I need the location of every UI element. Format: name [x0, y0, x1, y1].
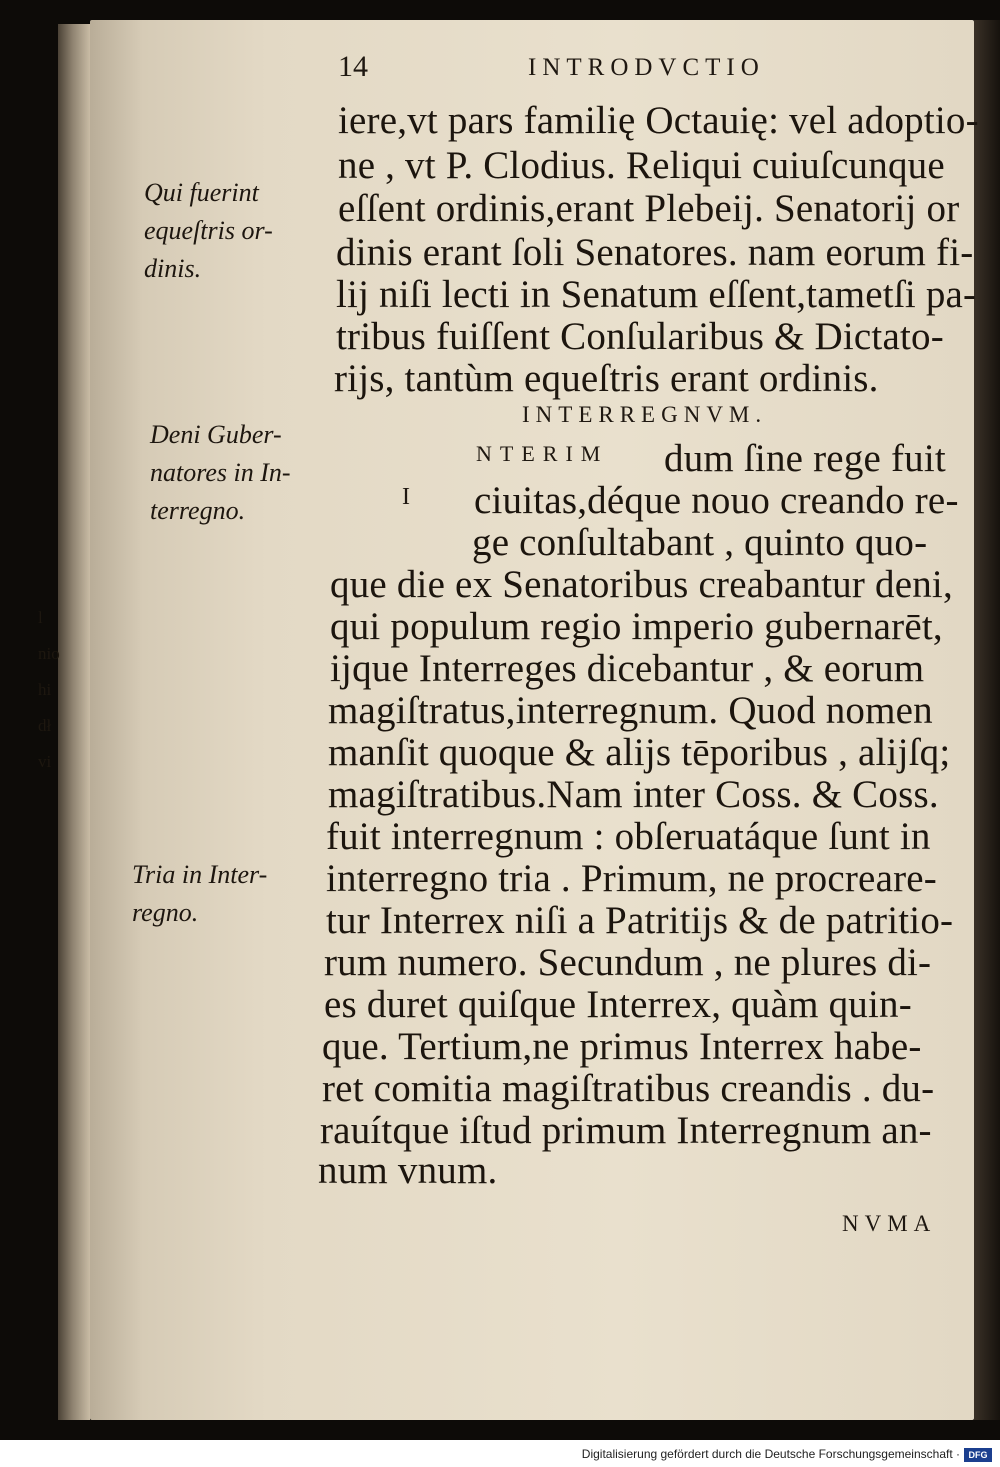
body-line: dinis erant ſoli Senatores. nam eorum fi-: [336, 231, 974, 274]
body-line: que. Tertium,ne primus Interrex habe-: [322, 1025, 922, 1068]
body-line: qui populum regio imperio gubernarēt,: [330, 605, 943, 648]
body-line: que die ex Senatoribus creabantur deni,: [330, 563, 953, 606]
body-line: magiſtratus,interregnum. Quod nomen: [328, 689, 933, 732]
margin-note-line: natores in In-: [150, 458, 291, 487]
margin-note: [132, 856, 267, 932]
bleed-through-fragments: [38, 600, 96, 1060]
margin-note-line: regno.: [132, 898, 199, 927]
body-line: ret comitia magiſtratibus creandis . du-: [322, 1067, 935, 1110]
body-line: rauítque iſtud primum Interregnum an-: [320, 1109, 932, 1152]
drop-initial: I: [402, 484, 410, 510]
margin-note-line: dinis.: [144, 254, 202, 283]
section-heading: INTERREGNVM.: [522, 402, 768, 427]
body-line: lij niſi lecti in Senatum eſſent,tametſi pa-: [336, 273, 977, 316]
body-line: interregno tria . Primum, ne procreare-: [326, 857, 937, 900]
body-line: ijque Interreges dicebantur , & eorum: [330, 647, 925, 690]
body-line: fuit interregnum : obſeruatáque ſunt in: [326, 815, 931, 858]
dfg-logo: DFG: [964, 1448, 992, 1462]
bleed-fragment: dł: [38, 716, 52, 735]
body-line: iere,vt pars familię Octauię: vel adoptio-: [338, 99, 979, 142]
body-line: rum numero. Secundum , ne plures di-: [324, 941, 932, 984]
body-line: tribus fuiſſent Conſularibus & Dictato-: [336, 315, 944, 358]
margin-note-line: terregno.: [150, 496, 246, 525]
body-line: num vnum.: [318, 1149, 498, 1192]
margin-note: [144, 174, 273, 288]
bleed-fragment: hi: [38, 680, 52, 699]
margin-note-line: equeſtris or-: [144, 216, 273, 245]
page-number: 14: [338, 50, 368, 83]
body-line: tur Interrex niſi a Patritijs & de patritio-: [326, 899, 954, 942]
caps-lead: NTERIM: [476, 441, 609, 466]
bleed-fragment: l: [38, 608, 43, 627]
body-line: magiſtratibus.Nam inter Coss. & Coss.: [328, 773, 939, 816]
body-line: manſit quoque & alijs tēporibus , alijſq;: [328, 731, 951, 774]
catchword: NVMA: [842, 1211, 937, 1236]
margin-note-line: Qui fuerint: [144, 178, 259, 207]
funding-credit: Digitalisierung gefördert durch die Deutsche Forschungsgemeinschaft ·: [581, 1447, 960, 1461]
bleed-fragment: vi: [38, 752, 52, 771]
bleed-fragment: nio: [38, 644, 60, 663]
body-line: ge conſultabant , quinto quo-: [472, 521, 928, 564]
footer-credit-bar: [0, 1444, 1000, 1467]
body-line: ciuitas,déque nouo creando re-: [474, 479, 959, 522]
body-line: ne , vt P. Clodius. Reliqui cuiuſcunque: [338, 144, 945, 187]
margin-note-line: Tria in Inter-: [132, 860, 268, 889]
body-line: rijs, tantùm equeſtris erant ordinis.: [334, 357, 879, 400]
body-line: eſſent ordinis,erant Plebeij. Senatorij or: [338, 187, 960, 230]
margin-note-line: Deni Guber-: [150, 420, 282, 449]
margin-note: [150, 416, 291, 530]
running-head: INTRODVCTIO: [528, 54, 765, 81]
body-line: dum ſine rege fuit: [664, 437, 946, 480]
scan-edge: [974, 20, 1000, 1420]
body-line: es duret quiſque Interrex, quàm quin-: [324, 983, 912, 1026]
